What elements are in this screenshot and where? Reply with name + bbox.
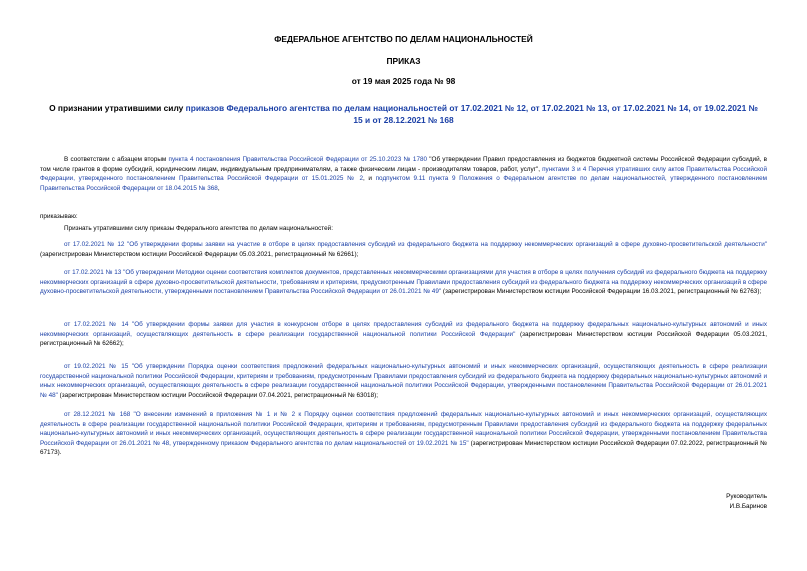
list-item-3 [40, 320, 767, 349]
registration-1: (зарегистрирован Министерством юстиции Российской Федерации 05.03.2021, регистрационный № 62661); [40, 250, 359, 258]
order-word: приказываю: [40, 213, 78, 220]
order-link-4[interactable]: от 19.02.2021 № 15 "Об утверждении Порядка оценки соответствия предложений федеральных национально-культурных автономий и иных некоммерческих организаций, осуществляющих деятельность в сфере реализации государственной национальной политики Российской Федерации, критериям и требованиям, предусмотренным Правилами предоставления субсидий из федерального бюджета на поддержку федеральных национально-культурных автономий и иных некоммерческих организаций, осуществляющих деятельность в сфере реализации государственной национальной политики Российской Федерации, утвержденными постановлением Правительства Российской Федерации от 26.01.2021 № 48" [40, 363, 767, 399]
preamble-text-4: , [217, 184, 220, 192]
order-link-3[interactable]: от 17.02.2021 № 14 "Об утверждении формы заявки для участия в конкурсном отборе в целях предоставления субсидий из федерального бюджета на поддержку федеральных национально-культурных автономий и иных некоммерческих организаций, осуществляющих деятельность в сфере реализации государственной национальной политики Российской Федерации" [40, 321, 767, 338]
preamble [40, 155, 767, 193]
preamble-link-3[interactable]: подпунктом 9.11 пункта 9 Положения о Федеральном агентстве по делам национальностей, утвержденного постановлением Правительства Российской Федерации от 18.04.2015 № 368 [40, 175, 767, 192]
agency-name: ФЕДЕРАЛЬНОЕ АГЕНТСТВО ПО ДЕЛАМ НАЦИОНАЛЬНОСТЕЙ [274, 34, 533, 44]
title-link[interactable]: приказов Федерального агентства по делам национальностей от 17.02.2021 № 12, от 17.02.2021 № 13, от 17.02.2021 № 14, от 19.02.2021 № 15 и от 28.12.2021 № 168 [185, 103, 758, 125]
signature-position: Руководитель [726, 493, 767, 500]
signature-name: И.В.Баринов [729, 503, 767, 510]
preamble-text-3: , и [363, 175, 376, 183]
list-item-1 [40, 240, 767, 259]
order-link-1[interactable]: от 17.02.2021 № 12 "Об утверждении формы заявки на участие в отборе в целях предоставления субсидий из федерального бюджета на поддержку некоммерческих организаций в сфере духовно-просветительской деятельности" [64, 241, 767, 248]
registration-4: (зарегистрирован Министерством юстиции Российской Федерации 07.04.2021, регистрационный № 63018); [57, 391, 378, 399]
order-link-2[interactable]: от 17.02.2021 № 13 "Об утверждении Методики оценки соответствия комплектов документов, представленных некоммерческими организациями для участия в отборе в целях получения субсидий из федерального бюджета на поддержку некоммерческих организаций в сфере духовно-просветительской деятельности, требованиям и критериям, предусмотренным Правилами предоставления субсидий из федерального бюджета на поддержку некоммерческих организаций в сфере духовно-просветительской деятельности, утвержденными постановлением Правительства Российской Федерации от 26.01.2021 № 49" [40, 269, 767, 296]
order-link-5[interactable]: от 28.12.2021 № 168 "О внесении изменений в приложения № 1 и № 2 к Порядку оценки соответствия предложений федеральных национально-культурных автономий и иных некоммерческих организаций, осуществляющих деятельность в сфере реализации государственной национальной политики Российской Федерации, критериям и требованиям, предусмотренным Правилами предоставления субсидий из федерального бюджета на поддержку федеральных национально-культурных автономий и иных некоммерческих организаций, осуществляющих деятельность в сфере реализации государственной национальной политики Российской Федерации, утвержденными постановлением Правительства Российской Федерации от 26.01.2021 № 48, утвержденному приказом Федерального агентства по делам национальностей от 19.02.2021 № 15" [40, 411, 767, 447]
document-date-number: от 19 мая 2025 года № 98 [351, 76, 456, 86]
preamble-link-1[interactable]: пункта 4 постановления Правительства Российской Федерации от 25.10.2023 № 1780 [168, 156, 428, 163]
document-type: ПРИКАЗ [386, 56, 421, 66]
preamble-link-2[interactable]: пунктами 3 и 4 Перечня утративших силу актов Правительства Российской Федерации, утвержденного постановлением Правительства Российской Федерации от 15.01.2025 № 2 [40, 165, 767, 183]
list-item-5 [40, 410, 767, 458]
title-prefix: О признании утратившими силу [49, 103, 186, 113]
preamble-text-2: "Об утверждении Правил предоставления из бюджетов бюджетной системы Российской Федерации субсидий, в том числе грантов в форме субсидий, юридическим лицам, индивидуальным предпринимателям, а также физическим лицам - производителям товаров, работ, услуг", [40, 156, 767, 173]
list-item-2 [40, 268, 767, 297]
registration-5: (зарегистрирован Министерством юстиции Российской Федерации 07.02.2022, регистрационный № 67173). [40, 439, 767, 457]
registration-3: (зарегистрирован Министерством юстиции Российской Федерации 05.03.2021, регистрационный № 62662); [40, 330, 767, 348]
order-intro: Признать утратившими силу приказы Федерального агентства по делам национальностей: [64, 225, 333, 232]
document-title [45, 102, 762, 126]
registration-2: (зарегистрирован Министерством юстиции Российской Федерации 16.03.2021, регистрационный № 62763); [441, 288, 762, 296]
preamble-text-1: В соответствии с абзацем вторым [64, 156, 169, 163]
list-item-4 [40, 362, 767, 400]
